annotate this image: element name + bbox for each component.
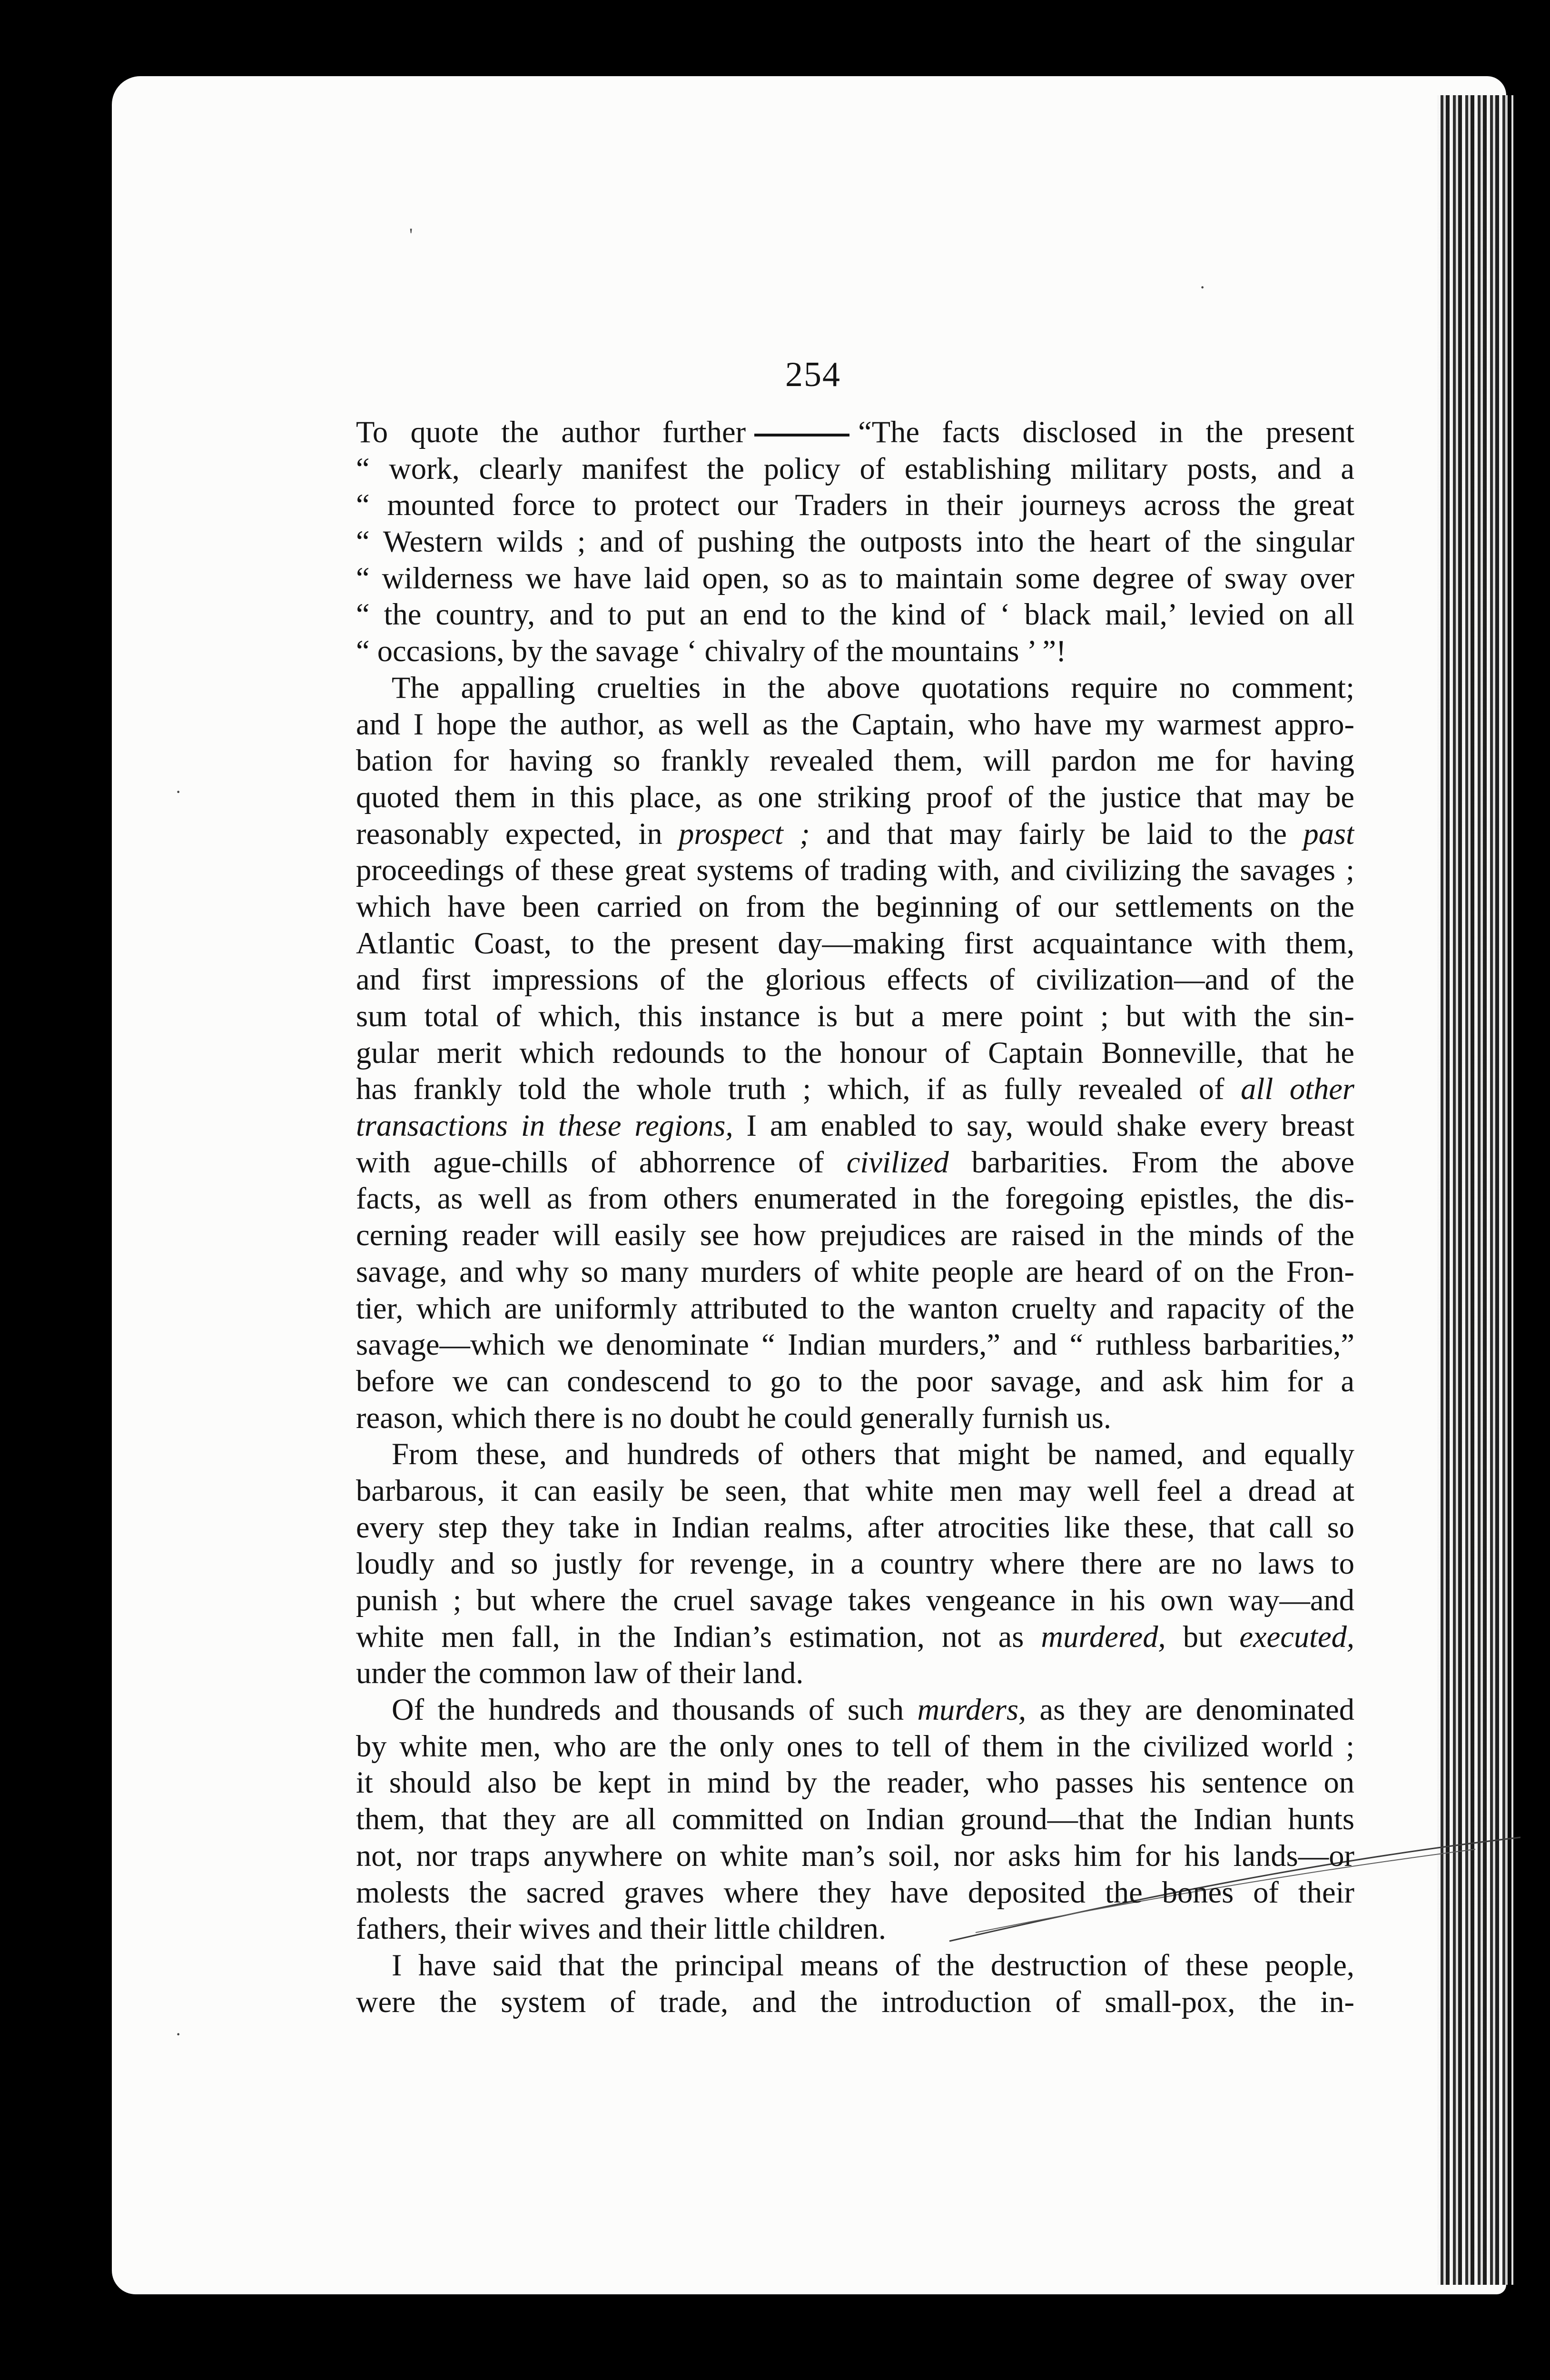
text-line: gular merit which redounds to the honour of Captain Bonneville, that he	[356, 1035, 1354, 1070]
text-line: by white men, who are the only ones to tell of them in the civilized world ;	[356, 1729, 1354, 1763]
text-line: bation for having so frankly revealed them, will pardon me for having	[356, 744, 1354, 778]
text-line: has frankly told the whole truth ; which, if as fully revealed of all other	[356, 1072, 1354, 1106]
text-line: savage—which we denominate “ Indian murders,” and “ ruthless barbarities,”	[356, 1328, 1354, 1362]
text-line: reasonably expected, in prospect ; and that may fairly be laid to the past	[356, 816, 1354, 851]
stray-mark: ·	[175, 781, 182, 803]
text-line: them, that they are all committed on Indian ground—that the Indian hunts	[356, 1802, 1354, 1836]
text-line: quoted them in this place, as one striking proof of the justice that may be	[356, 780, 1354, 814]
text-line: with ague-chills of abhorrence of civilized barbarities. From the above	[356, 1145, 1354, 1179]
em-rule	[754, 434, 849, 436]
text-line: loudly and so justly for revenge, in a country where there are no laws to	[356, 1547, 1354, 1581]
stray-mark: '	[409, 224, 413, 246]
text-line: white men fall, in the Indian’s estimation, not as murdered, but executed,	[356, 1619, 1354, 1654]
text-line: molests the sacred graves where they have deposited the bones of their	[356, 1875, 1354, 1909]
text-line: “ the country, and to put an end to the kind of ‘ black mail,’ levied on all	[356, 597, 1354, 632]
text-line: Atlantic Coast, to the present day—making first acquaintance with them,	[356, 926, 1354, 960]
text-line: “ wilderness we have laid open, so as to maintain some degree of sway over	[356, 561, 1354, 595]
text-line: proceedings of these great systems of trading with, and civilizing the savages ;	[356, 853, 1354, 887]
text-line: barbarous, it can easily be seen, that white men may well feel a dread at	[356, 1473, 1354, 1507]
text-line: reason, which there is no doubt he could generally furnish us.	[356, 1400, 1112, 1435]
text-line: tier, which are uniformly attributed to the wanton cruelty and rapacity of the	[356, 1291, 1354, 1325]
text-line: “ Western wilds ; and of pushing the outposts into the heart of the singular	[356, 525, 1354, 559]
text-line: To quote the author further “The facts disclosed in the present	[356, 415, 1354, 449]
text-line: From these, and hundreds of others that might be named, and equally	[392, 1437, 1354, 1471]
body-text	[356, 414, 1354, 2020]
text-line: were the system of trade, and the introduction of small-pox, the in-	[356, 1984, 1354, 2019]
stray-mark: ·	[1199, 277, 1206, 298]
text-line: I have said that the principal means of the destruction of these people,	[392, 1948, 1354, 1982]
text-line: “ occasions, by the savage ‘ chivalry of the mountains ’ ”!	[356, 634, 1066, 668]
text-line: and first impressions of the glorious effects of civilization—and of the	[356, 962, 1354, 997]
text-line: “ mounted force to protect our Traders in their journeys across the great	[356, 488, 1354, 522]
text-line: fathers, their wives and their little children.	[356, 1912, 887, 1946]
text-line: punish ; but where the cruel savage takes vengeance in his own way—and	[356, 1583, 1354, 1617]
text-line: under the common law of their land.	[356, 1656, 804, 1690]
text-line: “ work, clearly manifest the policy of establishing military posts, and a	[356, 451, 1354, 486]
text-line: not, nor traps anywhere on white man’s soil, nor asks him for his lands—or	[356, 1838, 1354, 1873]
text-line: savage, and why so many murders of white people are heard of on the Fron-	[356, 1254, 1354, 1289]
text-line: sum total of which, this instance is but a mere point ; but with the sin-	[356, 999, 1354, 1033]
text-line: it should also be kept in mind by the reader, who passes his sentence on	[356, 1765, 1354, 1800]
text-line: which have been carried on from the beginning of our settlements on the	[356, 889, 1354, 923]
text-line: facts, as well as from others enumerated in the foregoing epistles, the dis-	[356, 1181, 1354, 1216]
text-line: transactions in these regions, I am enabled to say, would shake every breast	[356, 1109, 1354, 1143]
text-line: cerning reader will easily see how prejudices are raised in the minds of the	[356, 1218, 1354, 1252]
page-number: 254	[785, 355, 841, 394]
text-line: every step they take in Indian realms, after atrocities like these, that call so	[356, 1510, 1354, 1544]
text-line: before we can condescend to go to the poor savage, and ask him for a	[356, 1364, 1354, 1398]
text-line: and I hope the author, as well as the Captain, who have my warmest appro-	[356, 707, 1354, 741]
stray-mark: ·	[175, 2023, 182, 2045]
text-line: The appalling cruelties in the above quotations require no comment;	[392, 670, 1354, 704]
text-line: Of the hundreds and thousands of such murders, as they are denominated	[392, 1693, 1354, 1727]
